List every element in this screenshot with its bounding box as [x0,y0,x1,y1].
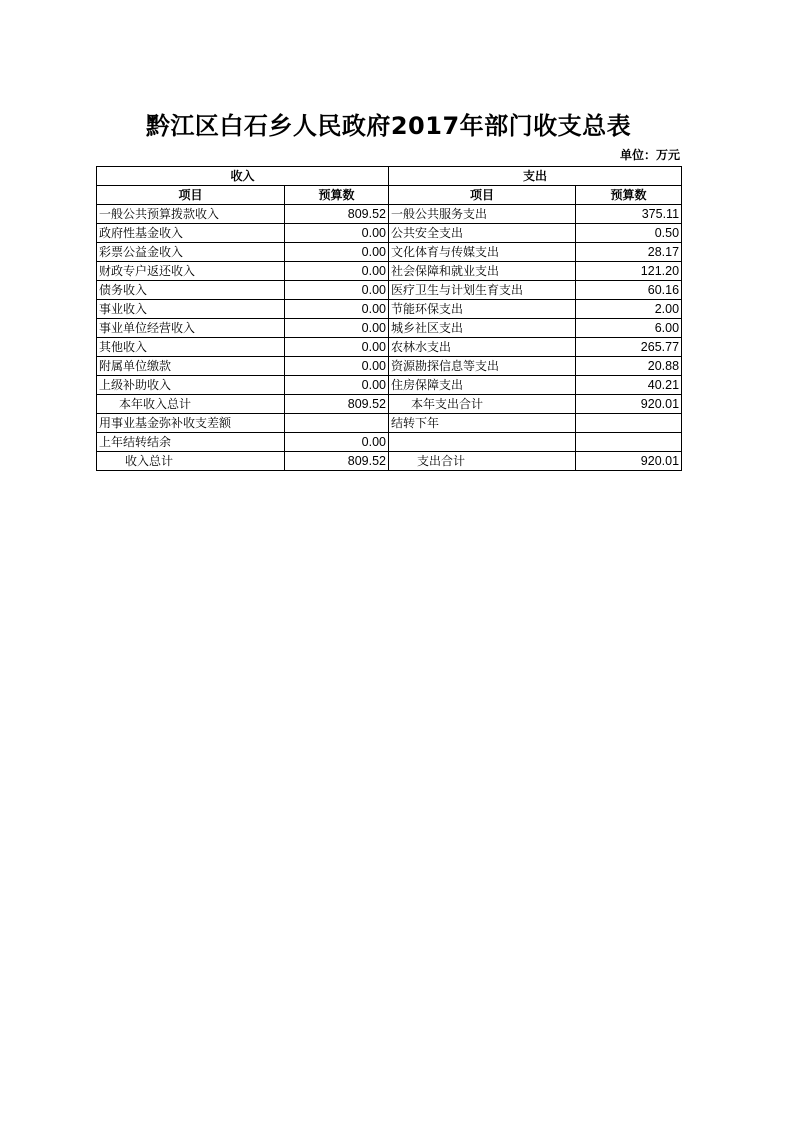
budget-summary-table [96,166,682,471]
income-item: 彩票公益金收入 [97,243,285,262]
table-row [97,414,682,433]
income-value: 0.00 [285,319,389,338]
expense-item: 农林水支出 [389,338,576,357]
expense-value [576,433,682,452]
expense-value: 6.00 [576,319,682,338]
column-header-row [97,186,682,205]
expense-item-header: 项目 [389,186,576,205]
table-row [97,300,682,319]
income-item: 财政专户返还收入 [97,262,285,281]
table-row [97,433,682,452]
income-item: 一般公共预算拨款收入 [97,205,285,224]
expense-budget-header: 预算数 [576,186,682,205]
table-row [97,376,682,395]
expense-item [389,433,576,452]
income-value: 0.00 [285,262,389,281]
expense-value: 20.88 [576,357,682,376]
income-item: 事业收入 [97,300,285,319]
expense-total-label: 支出合计 [389,452,576,471]
expense-item: 结转下年 [389,414,576,433]
income-value: 0.00 [285,433,389,452]
expense-value: 0.50 [576,224,682,243]
expense-item: 公共安全支出 [389,224,576,243]
income-value: 0.00 [285,338,389,357]
expense-item: 一般公共服务支出 [389,205,576,224]
subtotal-row [97,395,682,414]
table-row [97,281,682,300]
expense-item: 文化体育与传媒支出 [389,243,576,262]
expense-value: 60.16 [576,281,682,300]
income-budget-header: 预算数 [285,186,389,205]
expense-value: 2.00 [576,300,682,319]
table-row [97,243,682,262]
income-value: 0.00 [285,376,389,395]
expense-subtotal-value: 920.01 [576,395,682,414]
income-total-value: 809.52 [285,452,389,471]
expense-total-value: 920.01 [576,452,682,471]
expense-value: 375.11 [576,205,682,224]
table-row [97,262,682,281]
table-row [97,338,682,357]
expense-value: 121.20 [576,262,682,281]
expense-item: 住房保障支出 [389,376,576,395]
table-row [97,224,682,243]
expense-item: 资源勘探信息等支出 [389,357,576,376]
income-section-header: 收入 [97,167,389,186]
income-item: 其他收入 [97,338,285,357]
table-row [97,319,682,338]
income-subtotal-value: 809.52 [285,395,389,414]
income-item: 用事业基金弥补收支差额 [97,414,285,433]
income-total-label: 收入总计 [97,452,285,471]
income-value: 0.00 [285,224,389,243]
expense-value: 265.77 [576,338,682,357]
income-value: 0.00 [285,357,389,376]
table-row [97,357,682,376]
expense-subtotal-label: 本年支出合计 [389,395,576,414]
income-value: 0.00 [285,281,389,300]
page-title: 黔江区白石乡人民政府2017年部门收支总表 [145,112,632,140]
income-item: 政府性基金收入 [97,224,285,243]
expense-item: 医疗卫生与计划生育支出 [389,281,576,300]
expense-value [576,414,682,433]
section-header-row [97,167,682,186]
income-item: 债务收入 [97,281,285,300]
table-row [97,205,682,224]
expense-value: 28.17 [576,243,682,262]
income-item: 附属单位缴款 [97,357,285,376]
income-item: 上级补助收入 [97,376,285,395]
income-value [285,414,389,433]
income-item: 上年结转结余 [97,433,285,452]
income-item: 事业单位经营收入 [97,319,285,338]
expense-value: 40.21 [576,376,682,395]
income-item-header: 项目 [97,186,285,205]
income-value: 0.00 [285,243,389,262]
expense-section-header: 支出 [389,167,682,186]
expense-item: 节能环保支出 [389,300,576,319]
income-value: 0.00 [285,300,389,319]
expense-item: 城乡社区支出 [389,319,576,338]
expense-item: 社会保障和就业支出 [389,262,576,281]
unit-label: 单位：万元 [619,148,680,162]
income-subtotal-label: 本年收入总计 [97,395,285,414]
total-row [97,452,682,471]
income-value: 809.52 [285,205,389,224]
